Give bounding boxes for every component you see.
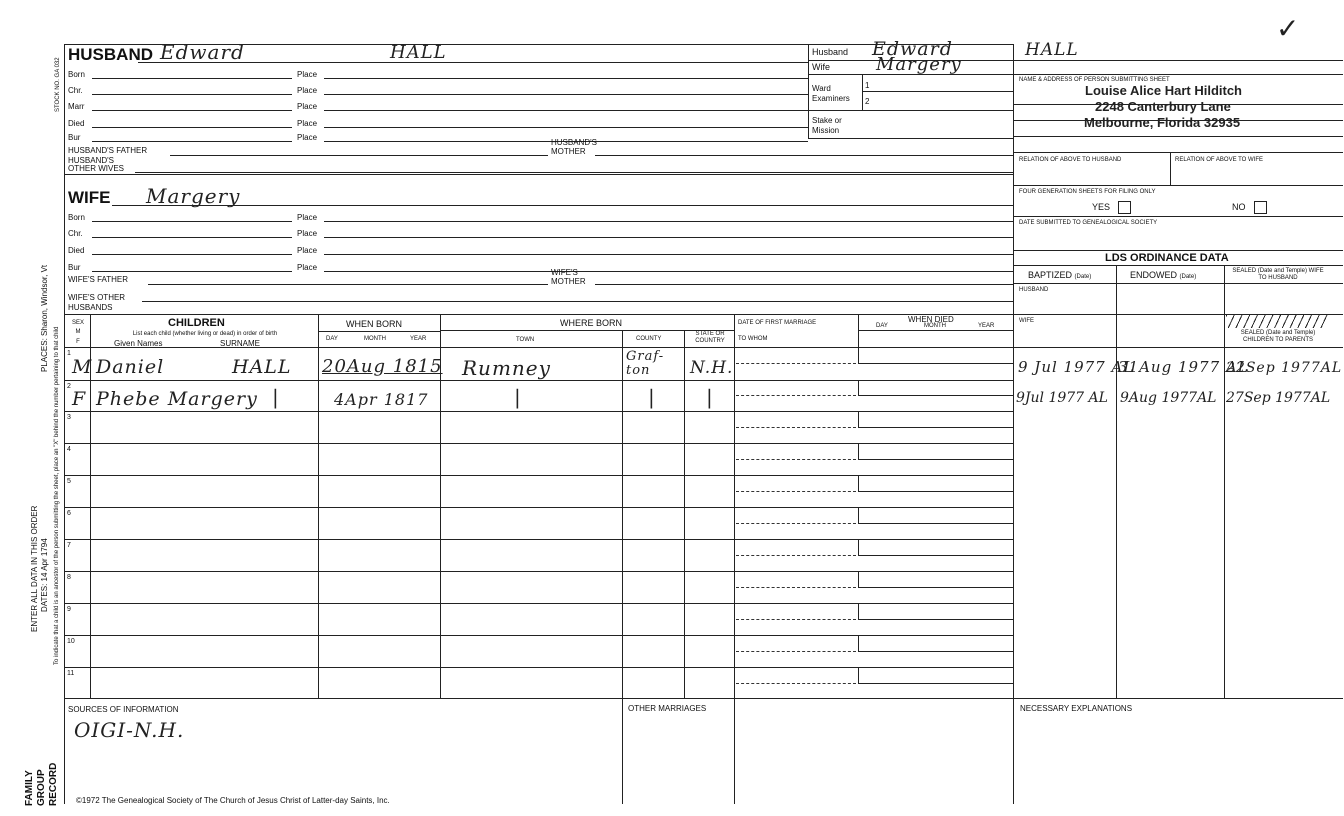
four-gen-label: FOUR GENERATION SHEETS FOR FILING ONLY xyxy=(1019,189,1156,195)
stake-label: Stake or Mission xyxy=(812,116,842,135)
ward-label: Ward xyxy=(812,84,831,93)
lds-title: LDS ORDINANCE DATA xyxy=(1105,252,1229,264)
baptized-label: BAPTIZED (Date) xyxy=(1028,270,1092,280)
child-surname[interactable]: HALL xyxy=(232,356,292,378)
child-born[interactable]: 20Aug 1815 xyxy=(322,356,443,377)
examiner-1: 1 xyxy=(865,81,870,90)
child-state[interactable]: | xyxy=(706,385,714,409)
yes-checkbox[interactable] xyxy=(1118,201,1131,214)
sources-label: SOURCES OF INFORMATION xyxy=(68,705,179,714)
husband-label: HUSBAND xyxy=(68,45,153,64)
hatched-box xyxy=(1226,315,1328,328)
sealed-wife-label: SEALED (Date and Temple) WIFE TO HUSBAND xyxy=(1232,268,1324,281)
child-sex[interactable]: F xyxy=(72,388,87,410)
child-given[interactable]: Daniel xyxy=(96,356,165,378)
other-marriages-label: OTHER MARRIAGES xyxy=(628,704,707,713)
child-endowed[interactable]: 9Aug 1977AL xyxy=(1120,390,1217,406)
child-state[interactable]: N.H. xyxy=(690,358,734,378)
yes-label: YES xyxy=(1092,202,1111,212)
child-sealed[interactable]: 22Sep 1977AL xyxy=(1226,360,1343,376)
no-checkbox[interactable] xyxy=(1254,201,1267,214)
child-born[interactable]: 4Apr 1817 xyxy=(334,390,429,409)
child-town[interactable]: Rumney xyxy=(462,356,551,380)
stock-number: STOCK NO. GA 032 xyxy=(55,57,61,112)
child-given[interactable]: Phebe Margery xyxy=(96,388,258,410)
submitter-label: NAME & ADDRESS OF PERSON SUBMITTING SHEET xyxy=(1019,77,1170,83)
enter-data-note: ENTER ALL DATA IN THIS ORDER xyxy=(30,505,39,632)
husbands-mother-label: HUSBAND'S MOTHER xyxy=(551,138,597,156)
dates-note: DATES: 14 Apr 1794 xyxy=(40,538,49,612)
places-note: PLACES: Sharon, Windsor, Vt xyxy=(40,264,49,372)
lds-husband-label: HUSBAND xyxy=(1019,287,1049,293)
header-wife-label: Wife xyxy=(812,62,830,72)
child-sex[interactable]: M xyxy=(72,356,93,378)
date-submitted-label: DATE SUBMITTED TO GENEALOGICAL SOCIETY xyxy=(1019,220,1158,226)
explanations-label: NECESSARY EXPLANATIONS xyxy=(1020,704,1133,713)
husband-given-name[interactable]: Edward xyxy=(160,40,245,64)
header-husband-surname[interactable]: HALL xyxy=(1025,40,1079,60)
wife-label: WIFE xyxy=(68,188,111,207)
header-wife-given[interactable]: Margery xyxy=(876,54,962,75)
header-husband-label: Husband xyxy=(812,47,849,57)
child-town[interactable]: | xyxy=(514,385,522,409)
wifes-father-label: WIFE'S FATHER xyxy=(68,275,129,284)
examiner-2: 2 xyxy=(865,97,870,106)
lds-wife-label: WIFE xyxy=(1019,318,1034,324)
child-county[interactable]: | xyxy=(648,385,656,409)
no-label: NO xyxy=(1232,202,1246,212)
child-sealed[interactable]: 27Sep 1977AL xyxy=(1226,390,1331,406)
husbands-father-label: HUSBAND'S FATHER xyxy=(68,146,148,155)
ancestor-note: To indicate that a child is an ancestor of the person submitting the sheet, place an "X" behind the number pertaining to that child xyxy=(54,326,60,665)
check-mark: ✓ xyxy=(1276,12,1301,45)
relation-wife-label: RELATION OF ABOVE TO WIFE xyxy=(1175,157,1264,163)
child-baptized[interactable]: 9Jul 1977 AL xyxy=(1016,390,1108,406)
wife-given-name[interactable]: Margery xyxy=(146,184,241,208)
child-endowed[interactable]: 31Aug 1977 AL xyxy=(1118,358,1249,376)
wifes-mother-label: WIFE'S MOTHER xyxy=(551,268,586,286)
child-surname[interactable]: | xyxy=(272,385,280,409)
copyright: ©1972 The Genealogical Society of The Church of Jesus Christ of Latter-day Saints, Inc. xyxy=(76,796,390,805)
sources-value[interactable]: OIGI-N.H. xyxy=(74,718,185,742)
child-baptized[interactable]: 9 Jul 1977 AL xyxy=(1018,358,1135,376)
wifes-other-husbands-label: WIFE'S OTHER HUSBANDS xyxy=(68,293,126,312)
header-husband-given[interactable]: Edward xyxy=(872,38,953,60)
husbands-other-wives-label: HUSBAND'S OTHER WIVES xyxy=(68,156,125,173)
examiners-label: Examiners xyxy=(812,94,850,103)
relation-husband-label: RELATION OF ABOVE TO HUSBAND xyxy=(1019,157,1122,163)
sealed-children-label: SEALED (Date and Temple) CHILDREN TO PARENTS xyxy=(1240,330,1316,343)
endowed-label: ENDOWED (Date) xyxy=(1130,270,1197,280)
child-county[interactable]: Graf-ton xyxy=(626,349,665,378)
husband-surname[interactable]: HALL xyxy=(390,42,447,63)
